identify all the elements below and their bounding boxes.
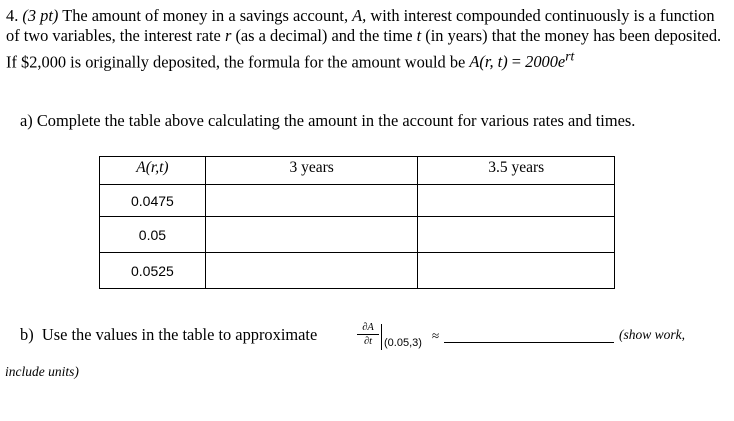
variable-a: A,	[352, 6, 367, 25]
table-row	[100, 217, 615, 253]
variable-r: r	[224, 26, 232, 46]
table-header-3-years: 3 years	[205, 157, 418, 185]
formula-base: e	[557, 52, 566, 72]
answer-cell[interactable]	[205, 185, 418, 217]
derivative-numerator: ∂A	[357, 322, 379, 335]
partial-derivative	[357, 322, 440, 352]
answer-cell[interactable]	[418, 253, 615, 289]
derivative-denominator: ∂t	[363, 336, 373, 347]
formula-equals: =	[511, 52, 522, 72]
answer-cell[interactable]	[205, 217, 418, 253]
variable-t: t	[416, 26, 422, 46]
formula-exponent: rt	[565, 48, 575, 64]
intro-text-3: (as a decimal) and the time	[235, 26, 413, 46]
intro-text-1: The amount of money in a savings account,	[62, 6, 349, 25]
formula-lhs: A(r, t)	[469, 52, 508, 72]
part-a-instruction	[20, 111, 635, 131]
table-row	[100, 253, 615, 289]
answer-blank-line[interactable]	[444, 342, 614, 343]
rate-cell: 0.05	[100, 217, 206, 253]
part-a-text: Complete the table above calculating the amount in the account for various rates and times.	[36, 111, 636, 130]
intro-text-4: (in years) that the money has been deposited. If $2,000 is originally deposited, the formula for the amount would be	[6, 26, 722, 72]
rate-cell: 0.0525	[100, 253, 206, 289]
part-b-text: Use the values in the table to approximate	[41, 325, 318, 344]
table-row	[100, 185, 615, 217]
rate-time-table	[99, 156, 615, 289]
rate-cell: 0.0475	[100, 185, 206, 217]
show-work-note: (show work,	[619, 327, 686, 342]
intro-text-2: with interest compounded continuously is a function of two variables, the interest rate	[6, 6, 715, 46]
evaluation-bar	[381, 324, 382, 350]
answer-cell[interactable]	[418, 185, 615, 217]
table-header-3-5-years: 3.5 years	[418, 157, 615, 185]
evaluation-point: (0.05,3)	[384, 337, 422, 349]
include-units-note: include units)	[5, 364, 79, 379]
part-b-lead	[20, 325, 317, 345]
problem-number: 4.	[6, 6, 19, 25]
answer-cell[interactable]	[205, 253, 418, 289]
derivative-fraction	[357, 322, 379, 347]
part-b-instruction	[20, 322, 720, 352]
table-header-function: A(r,t)	[100, 157, 206, 185]
part-a-label: a)	[20, 111, 33, 130]
part-b-label: b)	[20, 325, 34, 344]
problem-statement	[6, 6, 728, 73]
problem-points: (3 pt)	[22, 6, 59, 25]
formula-coefficient: 2000	[525, 52, 558, 72]
answer-cell[interactable]	[418, 217, 615, 253]
table-header-row	[100, 157, 615, 185]
approx-symbol: ≈	[432, 328, 440, 343]
formula	[469, 48, 575, 72]
